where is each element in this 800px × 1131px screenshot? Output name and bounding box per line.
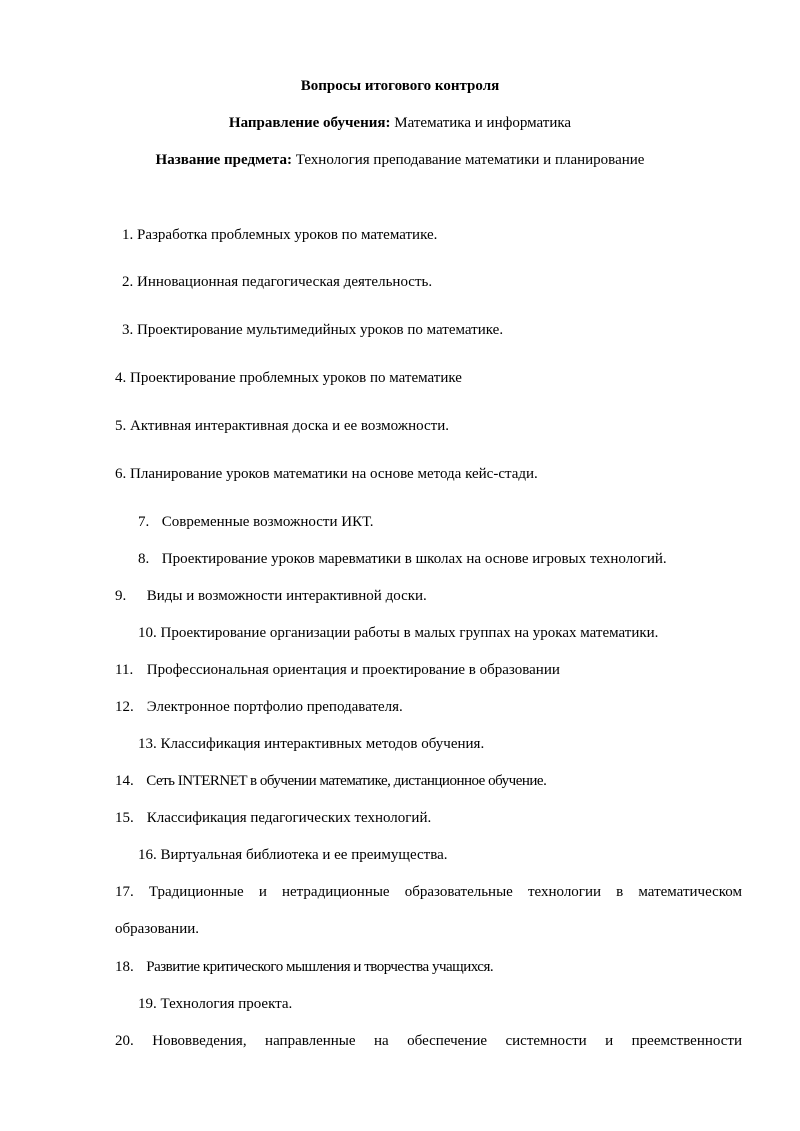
question-text: Активная интерактивная доска и ее возможности. [130,418,449,434]
question-number: 18. [115,959,134,975]
question-2 [122,273,432,291]
question-number: 16. [138,847,157,863]
question-text: Профессиональная ориентация и проектирование в образовании [146,662,560,678]
question-text: Планирование уроков математики на основе метода кейс-стади. [130,466,538,482]
question-number: 3. [122,322,134,338]
question-11 [115,661,560,679]
question-19 [138,995,292,1013]
document-title: Вопросы итогового контроля [300,78,500,94]
question-number: 14. [115,773,134,789]
question-text: Виртуальная библиотека и ее преимущества. [160,847,448,863]
question-number: 13. [138,736,157,752]
subject-line [0,151,800,169]
question-6 [115,465,538,483]
question-15 [115,809,431,827]
question-text: Разработка проблемных уроков по математике. [137,227,438,243]
question-number: 12. [115,699,134,715]
question-14 [115,772,546,790]
question-7 [138,513,374,531]
question-text: Проектирование организации работы в малых группах на уроках математики. [160,625,659,641]
question-text: Сеть INTERNET в обучении математике, дистанционное обучение. [146,773,547,789]
question-number: 11. [115,662,134,678]
question-1 [122,226,437,244]
direction-line [0,114,800,132]
question-text: Проектирование уроков маревматики в школах на основе игровых технологий. [161,551,667,567]
question-18 [115,958,493,976]
question-17-continuation: образовании. [115,921,200,937]
question-12 [115,698,403,716]
question-text: Классификация интерактивных методов обучения. [160,736,485,752]
question-number: 17. [115,884,134,900]
question-text: Проектирование мультимедийных уроков по математике. [137,322,504,338]
question-3 [122,321,503,339]
question-text: Инновационная педагогическая деятельность. [137,274,433,290]
question-text: Виды и возможности интерактивной доски. [146,588,427,604]
question-text: Традиционные и нетрадиционные образовательные технологии в математическом [148,884,742,900]
subject-value: Технология преподавание математики и планирование [295,152,645,168]
question-number: 20. [115,1033,134,1049]
question-20 [115,1032,742,1050]
question-8 [138,550,667,568]
question-text: Развитие критического мышления и творчества учащихся. [146,959,494,975]
question-9 [115,587,427,605]
question-number: 5. [115,418,127,434]
question-text: Технология проекта. [160,996,293,1012]
question-number: 8. [138,551,150,567]
question-text: Проектирование проблемных уроков по математике [130,370,462,386]
subject-label: Название предмета: [155,152,292,168]
question-16 [138,846,448,864]
question-number: 2. [122,274,134,290]
direction-value: Математика и информатика [394,115,572,131]
question-text: Нововведения, направленные на обеспечение системности и преемственности [152,1033,743,1049]
question-text: Современные возможности ИКТ. [161,514,374,530]
question-13 [138,735,484,753]
question-number: 7. [138,514,150,530]
question-number: 19. [138,996,157,1012]
question-text: Классификация педагогических технологий. [146,810,432,826]
question-number: 4. [115,370,127,386]
question-4 [115,369,462,387]
question-number: 10. [138,625,157,641]
question-number: 1. [122,227,134,243]
question-10 [138,624,658,642]
question-17 [115,883,742,901]
direction-label: Направление обучения: [228,115,391,131]
question-text: Электронное портфолио преподавателя. [146,699,403,715]
question-number: 6. [115,466,127,482]
question-5 [115,417,449,435]
question-number: 15. [115,810,134,826]
question-number: 9. [115,588,127,604]
